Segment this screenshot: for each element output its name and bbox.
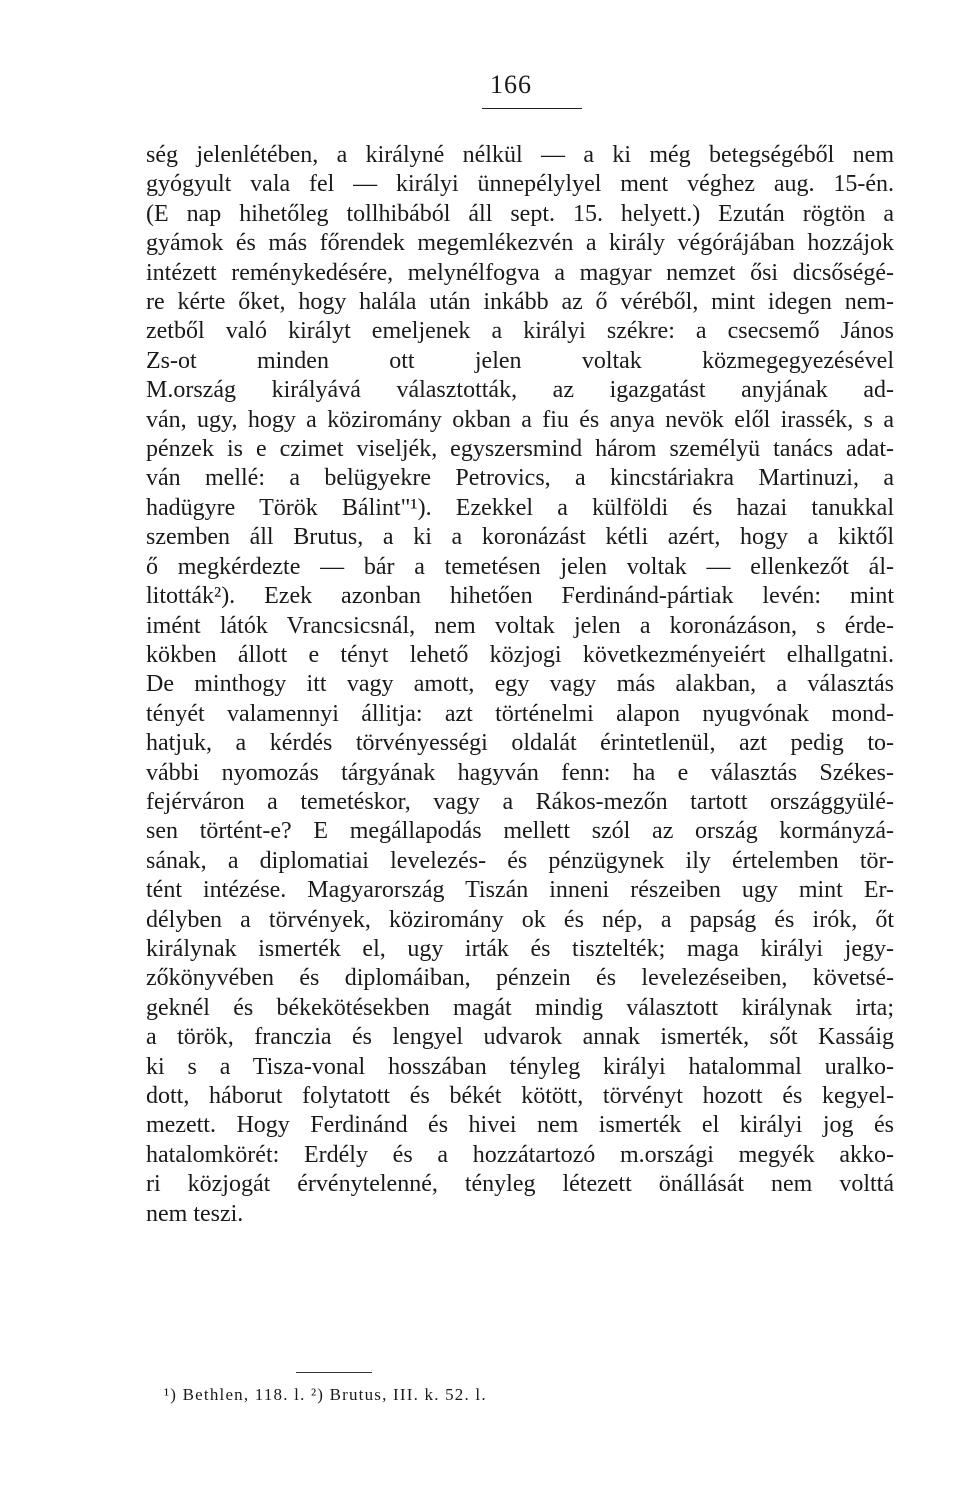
text-line: re kérte őket, hogy halála után inkább az ő véréből, mint idegen nem- — [146, 289, 894, 316]
text-line: intézett reménykedésére, melynélfogva a magyar nemzet ősi dicsőségé- — [146, 259, 894, 286]
text-line: mezett. Hogy Ferdinánd és hivei nem ismerték el királyi jog és — [146, 1112, 894, 1139]
text-line: hatalomkörét: Erdély és a hozzátartozó m.országi megyék akko- — [146, 1141, 894, 1168]
footnotes: ¹) Bethlen, 118. l. ²) Brutus, III. k. 52. l. — [164, 1385, 487, 1404]
text-line: litották²). Ezek azonban hihetően Ferdinánd-pártiak levén: mint — [146, 583, 894, 610]
text-line: tént intézése. Magyarország Tiszán inneni részeiben ugy mint Er- — [146, 877, 894, 904]
text-line: nem teszi. — [146, 1200, 244, 1227]
text-line: ri közjogát érvénytelenné, tényleg létezett önállását nem volttá — [146, 1171, 894, 1198]
text-line: ség jelenlétében, a királyné nélkül — a ki még betegségéből nem — [146, 142, 894, 168]
page-number: 166 — [490, 70, 532, 99]
text-line: sának, a diplomatiai levelezés- és pénzügynek ily értelemben tör- — [146, 847, 894, 874]
text-line: délyben a törvények, köziromány ok és nép, a papság és irók, őt — [146, 906, 894, 933]
text-line: geknél és békekötésekben magát mindig választott királynak irta; — [146, 994, 894, 1021]
text-line: ván, ugy, hogy a köziromány okban a fiu és anya nevök elől irassék, s a — [146, 406, 894, 433]
text-line: gyógyult vala fel — királyi ünnepélylyel ment véghez aug. 15-én. — [146, 171, 894, 198]
text-line: sen történt-e? E megállapodás mellett szól az ország kormányzá- — [146, 818, 894, 845]
text-line: hatjuk, a kérdés törvényességi oldalát érintetlenül, azt pedig to- — [146, 730, 894, 757]
text-line: Zs-ot minden ott jelen voltak közmegegyezésével — [146, 347, 894, 374]
text-line: hadügyre Török Bálint"¹). Ezekkel a külföldi és hazai tanukkal — [146, 494, 894, 521]
text-line: fejérváron a temetéskor, vagy a Rákos-mezőn tartott országgyülé- — [146, 788, 894, 815]
text-line: ván mellé: a belügyekre Petrovics, a kincstáriakra Martinuzi, a — [146, 465, 894, 492]
text-line: dott, háborut folytatott és békét kötött, törvényt hozott és kegyel- — [146, 1083, 894, 1109]
body-text — [146, 141, 894, 1229]
text-line: De minthogy itt vagy amott, egy vagy más alakban, a választás — [146, 671, 894, 698]
text-line: (E nap hihetőleg tollhibából áll sept. 15. helyett.) Ezután rögtön a — [146, 200, 894, 227]
text-line: ő megkérdezte — bár a temetésen jelen voltak — ellenkezőt ál- — [146, 553, 894, 580]
page-number-rule — [482, 108, 582, 109]
text-line: szemben áll Brutus, a ki a koronázást kétli azért, hogy a kiktől — [146, 524, 894, 551]
text-line: gyámok és más főrendek megemlékezvén a király végórájában hozzájok — [146, 230, 894, 257]
text-line: zetből való királyt emeljenek a királyi székre: a csecsemő János — [146, 318, 894, 345]
text-line: zőkönyvében és diplomáiban, pénzein és levelezéseiben, követsé- — [146, 965, 894, 992]
text-line: pénzek is e czimet viseljék, egyszersmind három személyü tanács adat- — [146, 436, 894, 463]
text-line: királynak ismerték el, ugy irták és tisztelték; maga királyi jegy- — [146, 935, 894, 962]
footnote-rule — [296, 1372, 372, 1373]
text-line: M.ország királyává választották, az igazgatást anyjának ad- — [146, 377, 894, 404]
text-line: ki s a Tisza-vonal hosszában tényleg királyi hatalommal uralko- — [146, 1053, 894, 1080]
text-line: tényét valamennyi állitja: azt történelmi alapon nyugvónak mond- — [146, 700, 894, 727]
text-line: a török, franczia és lengyel udvarok annak ismerték, sőt Kassáig — [146, 1024, 894, 1051]
text-line: kökben állott e tényt lehető közjogi következményeiért elhallgatni. — [146, 641, 894, 668]
text-line: vábbi nyomozás tárgyának hagyván fenn: ha e választás Székes- — [146, 759, 894, 786]
text-line: imént látók Vrancsicsnál, nem voltak jelen a koronázáson, s érde- — [146, 612, 894, 639]
